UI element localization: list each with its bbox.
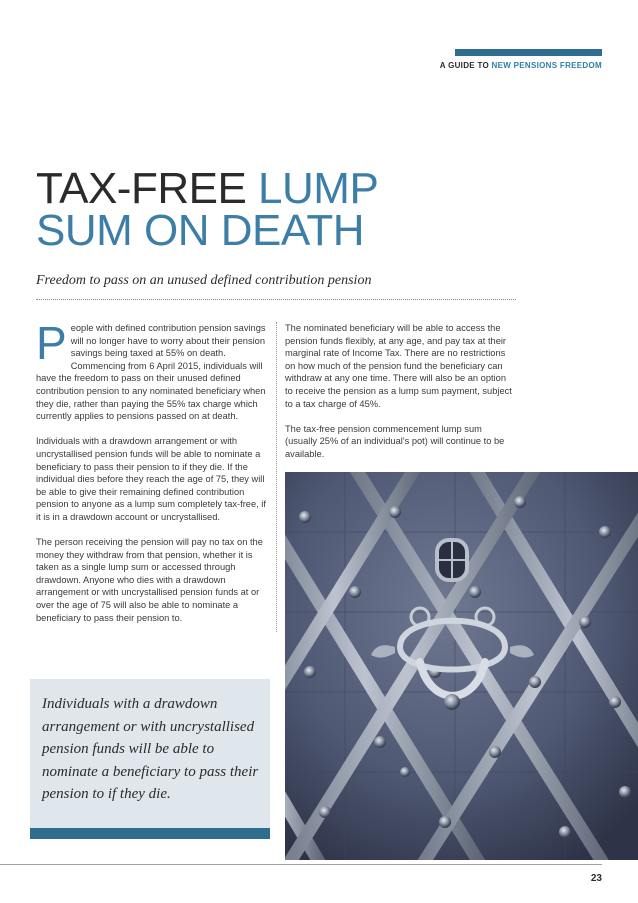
paragraph-3: The person receiving the pension will pay no tax on the money they withdraw from that pension, whether it is taken as a single lump sum or accessed through drawdown. Anyone who dies with a drawdown arrangement or with uncrystallised pension funds at or over the age of 75 will also be able to nominate a beneficiary to pass their pension to. xyxy=(36,537,263,623)
right-column xyxy=(285,322,515,473)
door-knocker-icon xyxy=(285,472,638,860)
pull-quote-bar xyxy=(30,828,270,839)
paragraph-4: The nominated beneficiary will be able to access the pension funds flexibly, at any age, and pay tax at their marginal rate of Income Tax. There are no restrictions on how much of the pension fund the beneficiary can withdraw at any one time. There will also be an option to receive the pension as a lump sum payment, subject to a tax charge of 45%. xyxy=(285,323,512,409)
paragraph-2: Individuals with a drawdown arrangement or with uncrystallised pension funds will be able to nominate a beneficiary to pass their pension to if they die. If the individual dies before they reach the age of 75, they will be able to give their remaining defined contribution pension to anyone as a lump sum completely tax-free, if it is in a drawdown account or uncrystallised. xyxy=(36,436,266,522)
paragraph-1 xyxy=(36,317,268,423)
paragraph-5: The tax-free pension commencement lump sum (usually 25% of an individual's pot) will continue to be available. xyxy=(285,423,505,459)
title-accent-part-2: SUM ON DEATH xyxy=(36,206,365,255)
pull-quote-text: Individuals with a drawdown arrangement or with uncrystallised pension funds will be able to nominate a beneficiary to pass their pension to if they die. xyxy=(42,696,259,802)
title-dark-part: TAX-FREE xyxy=(36,164,247,213)
pull-quote xyxy=(30,679,270,828)
left-column xyxy=(36,317,268,637)
running-head-prefix: A GUIDE TO xyxy=(439,61,490,70)
paragraph-1-text: eople with defined contribution pension savings will no longer have to worry about their pension savings being taxed at 55% on death. Commencing from 6 April 2015, individuals will have the freedom to pass on their unused defined contribution pension to any nominated beneficiary when they die, rather than paying the 55% tax charge which currently applies to pensions passed on at death. xyxy=(36,323,266,422)
header-accent-bar xyxy=(455,49,602,56)
door-photo xyxy=(285,472,638,860)
running-head-accent: NEW PENSIONS FREEDOM xyxy=(491,61,602,70)
title-accent-part-1: LUMP xyxy=(258,164,379,213)
column-divider xyxy=(276,322,277,632)
footer-rule xyxy=(0,864,602,865)
page-title xyxy=(36,164,536,255)
drop-cap: P xyxy=(36,317,67,369)
subtitle: Freedom to pass on an unused defined contribution pension xyxy=(36,273,372,288)
running-head xyxy=(380,61,602,70)
divider xyxy=(36,299,516,300)
page-number: 23 xyxy=(590,873,602,884)
